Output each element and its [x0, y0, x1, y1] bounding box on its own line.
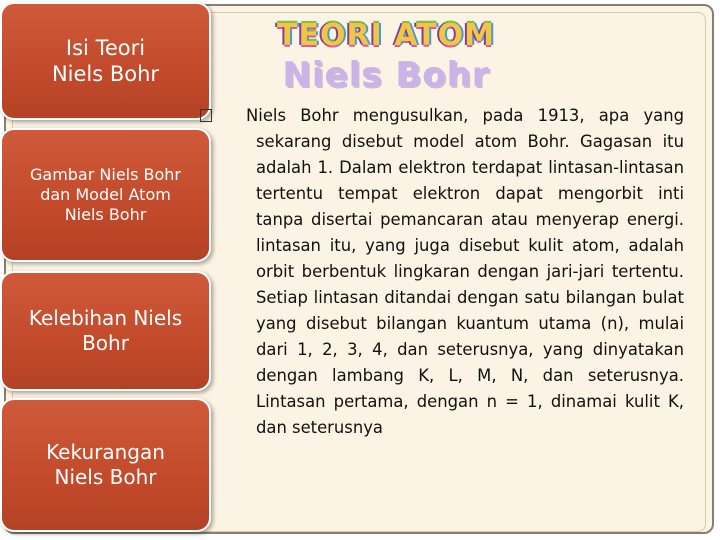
slide-title [236, 18, 536, 110]
title-line-1: TEORI ATOM [277, 18, 495, 53]
nav-button-label: Kekurangan Niels Bohr [46, 440, 165, 489]
nav-button-kekurangan[interactable] [0, 398, 211, 532]
body-text: Niels Bohr mengusulkan, pada 1913, apa yang sekarang disebut model atom Bohr. Gagasan itu adalah 1. Dalam elektron terdapat lintasan-lintasan tertentu tempat elektron dapat mengorbit inti tanpa disertai pemancaran atau menyerap energi. lintasan itu, yang juga disebut kulit atom, adalah orbit berbentuk lingkaran dengan jari-jari tertentu. Setiap lintasan ditandai dengan satu bilangan bulat yang disebut bilangan kuantum utama (n), mulai dari 1, 2, 3, 4, dan seterusnya, yang dinyatakan dengan lambang K, L, M, N, dan seterusnya. Lintasan pertama, dengan n = 1, dinamai kulit K, dan seterusnya [246, 106, 684, 437]
nav-button-gambar[interactable] [0, 128, 211, 262]
title-line-2: Niels Bohr [282, 55, 490, 95]
body-paragraph [228, 103, 684, 441]
sidebar-nav [0, 0, 215, 540]
nav-button-kelebihan[interactable] [0, 271, 211, 391]
nav-button-label: Isi Teori Niels Bohr [51, 35, 160, 86]
slide-body [228, 103, 684, 441]
nav-button-isi-teori[interactable] [0, 2, 211, 120]
checkbox-bullet-icon [228, 104, 246, 118]
nav-button-label: Gambar Niels Bohr dan Model Atom Niels Bohr [29, 165, 182, 224]
nav-button-label: Kelebihan Niels Bohr [28, 306, 183, 355]
